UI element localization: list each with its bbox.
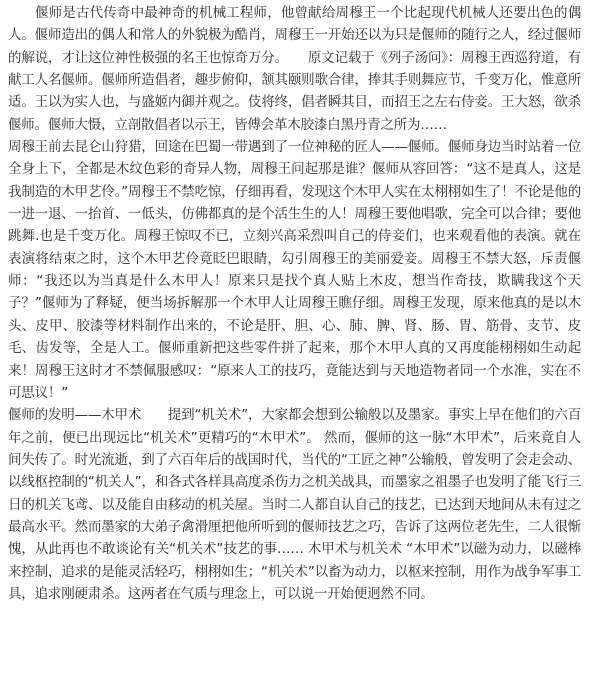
paragraph-story: 周穆王前去昆仑山狩猎，回途在巴蜀一带遇到了一位神秘的匠人——偃师。偃师身边当时站着一位全身上下，全都是木纹色彩的奇异人物，周穆王问起那是谁？偃师从容回答：“这不是真人，这是我制造的木甲艺伶。”周穆王不禁吃惊，仔细再看，发现这个木甲人实在太栩栩如生了！不论是他的一进一退、一抬首、一低头，仿佛都真的是个活生生的人！周穆王要他唱歌，完全可以合律；要他跳舞.也是千变万化。周穆王惊叹不已，立刻兴高采烈叫自己的侍妾们，也来观看他的表演。就在表演将结束之时，这个木甲艺伶竟眨巴眼睛，勾引周穆王的美丽爱妾。周穆王不禁大怒，斥责偃师：“我还以为当真是什么木甲人！原来只是找个真人贴上木皮，想当作奇技，欺瞒我这个天子？”偃师为了释疑，便当场拆解那一个木甲人让周穆王瞧仔细。周穆王发现，原来他真的是以木头、皮甲、胶漆等材料制作出来的，不论是肝、胆、心、肺、脾、肾、肠、胃、筋骨、支节、皮毛、齿发等，全是人工。偃师重新把这些零件拼了起来，那个木甲人真的又再度能栩栩如生动起来！周穆王这时才不禁佩服感叹：“原来人工的技巧，竟能达到与天地造物者同一个水准，实在不可思议！” [8, 139, 581, 401]
paragraph-intro: 偃师是古代传奇中最神奇的机械工程师，他曾献给周穆王一个比起现代机械人还要出色的偶人。偃师造出的偶人和常人的外貌极为酷肖，周穆王一开始还以为只是偃师的随行之人，经过偃师的解说，才让这位神性极强的名王也惊奇万分。 原文记载于《列子汤问》：周穆王西巡狩道，有献工人名偃师。偃师所造倡者，趣步俯仰，颔其颐则歌合律，捧其手则舞应节，千变万化，惟意所适。王以为实人也，与盛姬内御并观之。伎将终，倡者瞬其目，而招王之左右侍妾。王大怒，欲杀偃师。偃师大慑，立剖散倡者以示王，皆傅会革木胶漆白黑丹青之所为…… [8, 5, 581, 133]
paragraph-invention: 偃师的发明——木甲术 提到“机关术”，大家都会想到公输般以及墨家。事实上早在他们的六百年之前，便已出现远比“机关术”更精巧的“木甲术”。 然而，偃师的这一脉“木甲术”，后来竟自人间失传了。时光流逝，到了六百年后的战国时代，当代的“工匠之神”公输般，曾发明了会走会动、以线枢控制的“机关人”，和各式各样具高度杀伤力之机关战具，而墨家之祖墨子也发明了能飞行三日的机关飞鸢、以及能自由移动的机关屋。当时二人都自认自己的技艺，已达到天地间从未有过之最高水平。然而墨家的大弟子禽滑厘把他所听到的偃师技艺之巧，告诉了这两位老先生，二人很惭愧，从此再也不敢谈论有关“机关术”技艺的事…… 木甲术与机关术 “木甲术”以磁为动力，以磁棒来控制，追求的是能灵活轻巧，栩栩如生；“机关术”以畜为动力，以枢来控制，用作为战争军事工具，追求刚硬肃杀。这两者在气质与理念上，可以说一开始便迥然不同。 [8, 407, 581, 602]
